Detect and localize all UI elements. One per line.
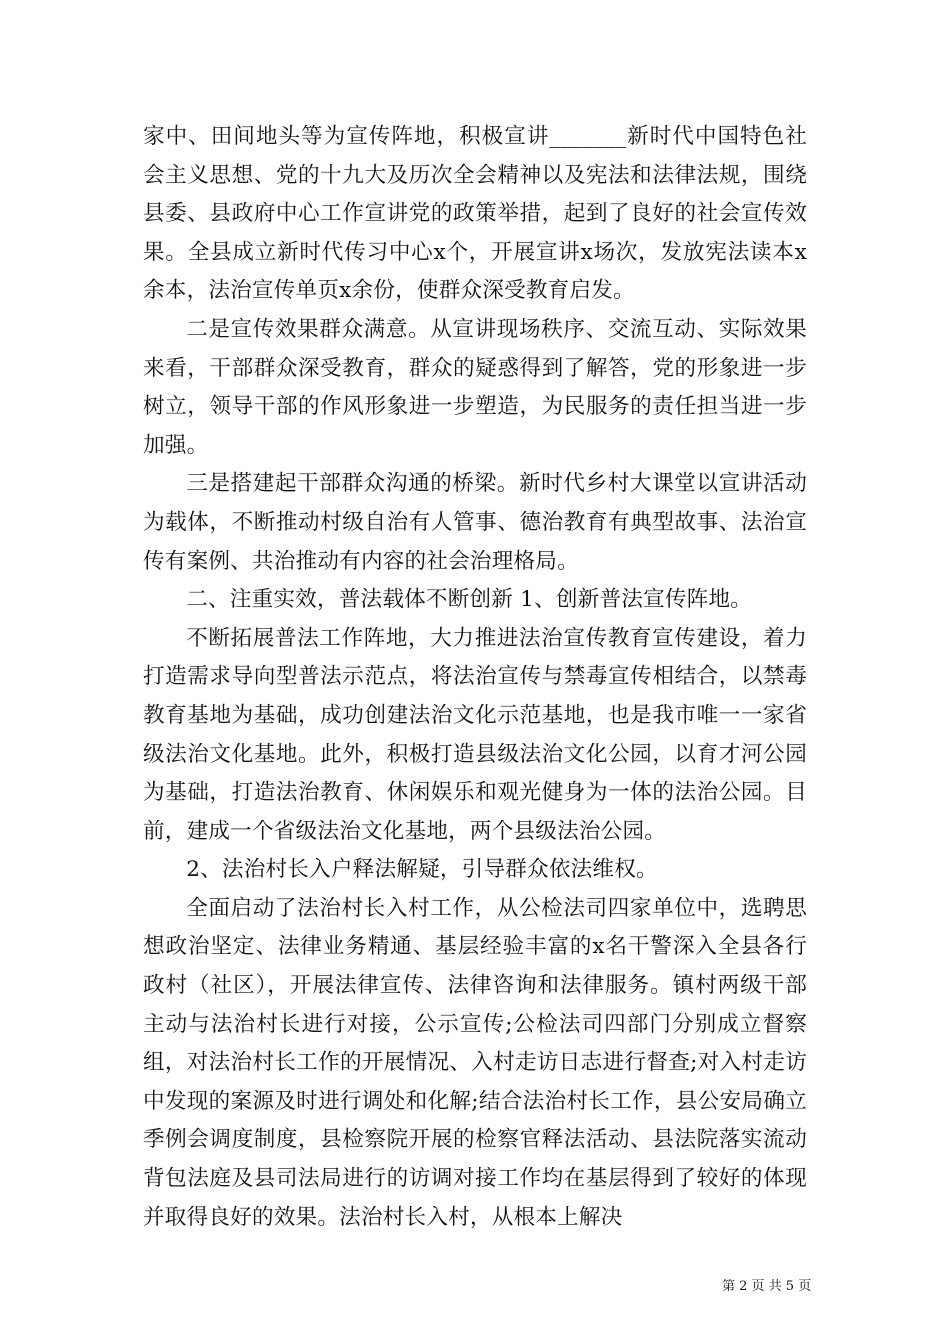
document-body bbox=[143, 118, 807, 1237]
subheading-village-chief: 2、法治村长入户释法解疑，引导群众依法维权。 bbox=[186, 857, 658, 883]
page-number: 第 2 页 共 5 页 bbox=[722, 1279, 812, 1294]
paragraph-village-chief: 全面启动了法治村长入村工作，从公检法司四家单位中，选聘思想政治坚定、法律业务精通、基层经验丰富的x名干警深入全县各行政村（社区），开展法律宣传、法律咨询和法律服务。镇村两级干部主动与法治村长进行对接，公示宣传;公检法司四部门分别成立督察组，对法治村长工作的开展情况、入村走访日志进行督查;对入村走访中发现的案源及时进行调处和化解;结合法治村长工作，县公安局确立季例会调度制度，县检察院开展的检察官释法活动、县法院落实流动背包法庭及县司法局进行的访调对接工作均在基层得到了较好的体现并取得良好的效果。法治村长入村，从根本上解决 bbox=[143, 895, 807, 1230]
section-heading-innovation: 二、注重实效，普法载体不断创新 1、创新普法宣传阵地。 bbox=[186, 587, 753, 613]
paragraph-positions: 不断拓展普法工作阵地，大力推进法治宣传教育宣传建设，着力打造需求导向型普法示范点，将法治宣传与禁毒宣传相结合，以禁毒教育基地为基础，成功创建法治文化示范基地，也是我市唯一一家省级法治文化基地。此外，积极打造县级法治文化公园，以育才河公园为基础，打造法治教育、休闲娱乐和观光健身为一体的法治公园。目前，建成一个省级法治文化基地，两个县级法治公园。 bbox=[143, 625, 807, 844]
paragraph-bridge: 三是搭建起干部群众沟通的桥梁。新时代乡村大课堂以宣讲活动为载体，不断推动村级自治有人管事、德治教育有典型故事、法治宣传有案例、共治推动有内容的社会治理格局。 bbox=[143, 471, 807, 574]
paragraph-continued: 家中、田间地头等为宣传阵地，积极宣讲_______新时代中国特色社会主义思想、党的十九大及历次全会精神以及宪法和法律法规，围绕县委、县政府中心工作宣讲党的政策举措，起到了良好的社会宣传效果。全县成立新时代传习中心x个，开展宣讲x场次，发放宪法读本x余本，法治宣传单页x余份，使群众深受教育启发。 bbox=[143, 124, 807, 304]
paragraph-satisfaction: 二是宣传效果群众满意。从宣讲现场秩序、交流互动、实际效果来看，干部群众深受教育，群众的疑惑得到了解答，党的形象进一步树立，领导干部的作风形象进一步塑造，为民服务的责任担当进一步加强。 bbox=[143, 316, 807, 458]
